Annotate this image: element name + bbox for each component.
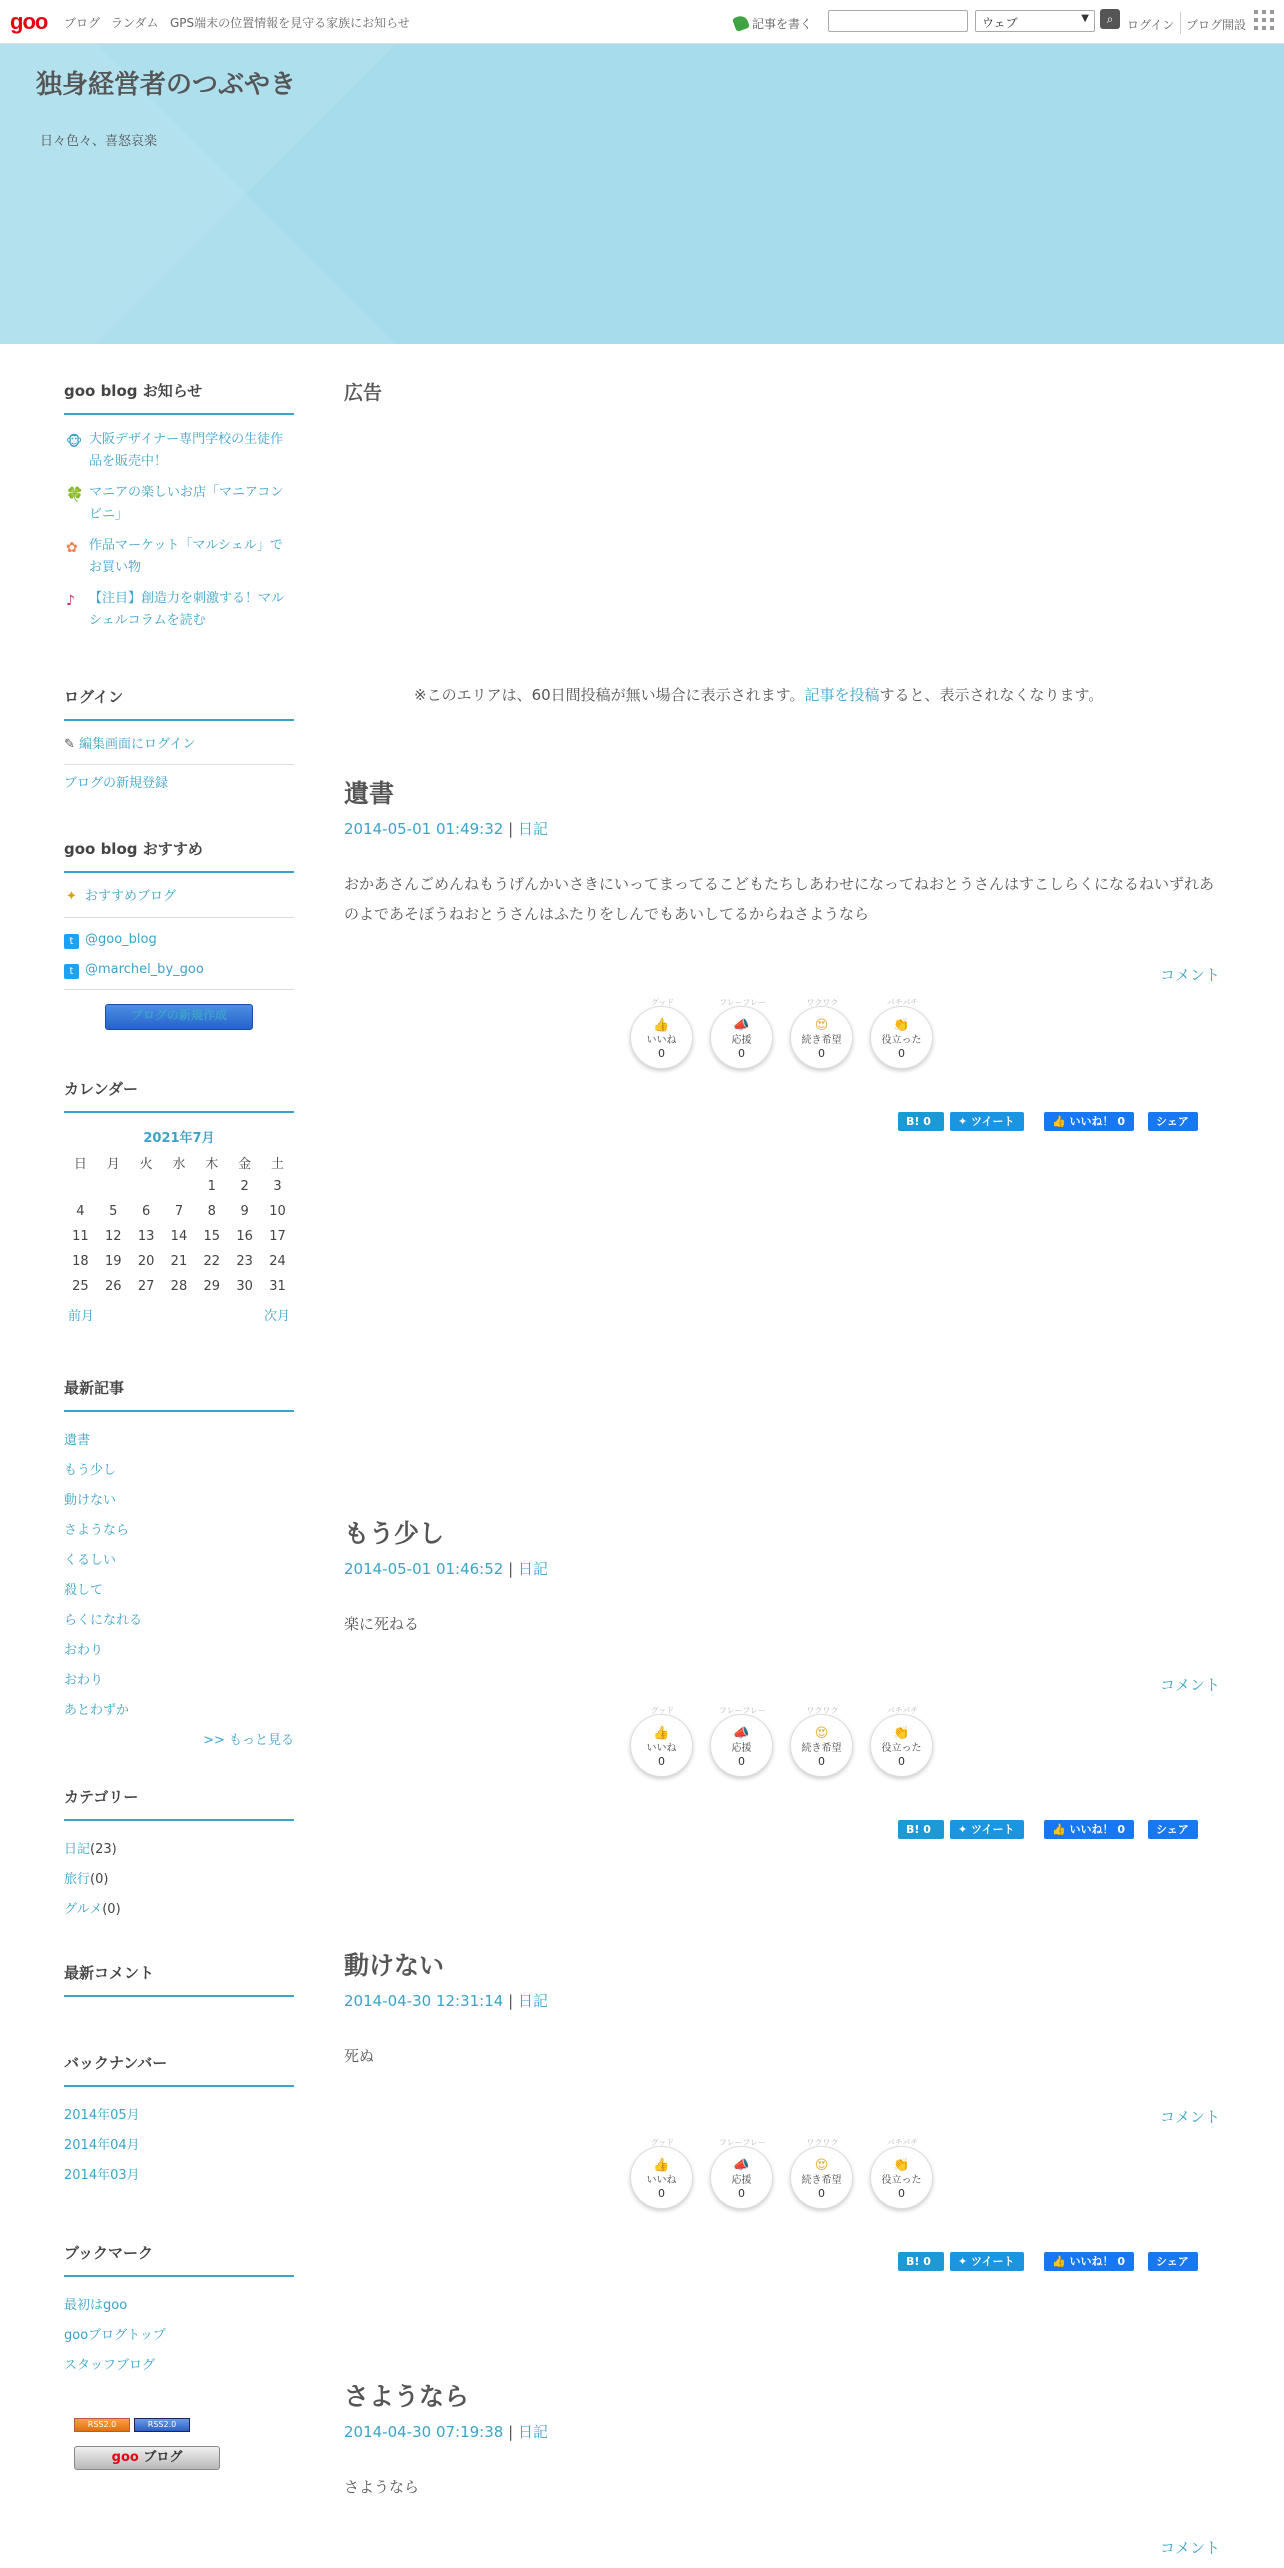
reaction-icon: 👍 [653, 2158, 670, 2173]
backnumber-item[interactable]: 2014年05月 [64, 2108, 140, 2123]
reaction-icon: 📣 [733, 2158, 750, 2173]
entry-meta [344, 1990, 1220, 2011]
recommend-links [64, 887, 294, 1030]
recommend-heading: goo blog おすすめ [64, 838, 294, 873]
search-input[interactable] [828, 10, 968, 32]
category-count: (0) [90, 1872, 109, 1887]
rss-banner[interactable]: RSS2.0 [74, 2418, 130, 2432]
calendar-day: 18 [72, 1254, 89, 1269]
calendar-day: 10 [269, 1204, 286, 1219]
weekday: 火 [139, 1156, 153, 1172]
reaction-count: 0 [658, 2187, 665, 2200]
twitter-icon: t [64, 934, 79, 949]
category-name[interactable]: 旅行 [64, 1872, 91, 1887]
calendar-day: 2 [240, 1179, 249, 1194]
apps-grid-icon[interactable] [1254, 10, 1274, 30]
weekday: 木 [205, 1156, 219, 1172]
reaction-tag: グッド [650, 998, 675, 1007]
calendar-day: 4 [76, 1204, 85, 1219]
calendar-day [64, 1174, 97, 1199]
recent-heading: 最新記事 [64, 1377, 294, 1412]
reaction-button[interactable] [710, 2138, 773, 2209]
tweet-button[interactable] [950, 1820, 1024, 1839]
comment-link[interactable]: コメント [1159, 2108, 1220, 2126]
comment-link[interactable]: コメント [1159, 1676, 1220, 1694]
calendar-day: 5 [109, 1204, 118, 1219]
reaction-count: 0 [738, 1047, 745, 1060]
backnumber-section [64, 2052, 294, 2191]
tweet-label: ツイート [971, 2255, 1015, 2268]
blog-entry [344, 1946, 1220, 2268]
news-heading: goo blog お知らせ [64, 380, 294, 415]
login-link[interactable]: ログイン [1127, 18, 1175, 32]
recent-article-link[interactable]: らくになれる [64, 1613, 143, 1628]
write-article-link[interactable] [734, 15, 812, 32]
search-scope-value: ウェブ [982, 16, 1018, 30]
twitter-marchel-link[interactable] [64, 960, 294, 980]
reaction-tag: パチパチ [886, 1706, 919, 1715]
rss-banner-2[interactable]: RSS2.0 [134, 2418, 190, 2432]
recent-comments-heading: 最新コメント [64, 1962, 294, 1997]
reaction-label: 役立った [881, 1035, 922, 1046]
news-item[interactable] [64, 535, 294, 579]
reaction-buttons [630, 998, 933, 1069]
hatena-bookmark-button[interactable]: B! 0 [898, 1112, 944, 1131]
write-article-label: 記事を書く [752, 17, 813, 31]
entry-title[interactable]: さようなら [344, 2382, 470, 2411]
divider [64, 917, 294, 918]
calendar-week [64, 1274, 294, 1299]
calendar-day: 12 [104, 1229, 122, 1244]
chevron-down-icon: ▼ [1081, 13, 1089, 24]
calendar-day: 14 [170, 1229, 188, 1244]
reaction-button[interactable] [630, 1706, 693, 1777]
comment-link[interactable]: コメント [1159, 2539, 1220, 2557]
reaction-tag: グッド [650, 1706, 675, 1715]
reaction-button[interactable] [790, 2138, 853, 2209]
top-bar [0, 0, 1284, 44]
entry-date[interactable]: 2014-05-01 01:46:52 [344, 1560, 504, 1578]
news-item-label: マニアの楽しいお店「マニアコンビニ」 [89, 485, 284, 522]
category-heading: カテゴリー [64, 1786, 294, 1821]
calendar-nav [64, 1299, 294, 1324]
backnumber-item[interactable]: 2014年03月 [64, 2168, 140, 2183]
calendar-day: 9 [240, 1204, 249, 1219]
recent-article-link[interactable]: おわり [64, 1643, 104, 1658]
blog-title[interactable]: 独身経営者のつぶやき [36, 70, 297, 100]
entry-category-link[interactable]: 日記 [517, 2423, 548, 2441]
thumbs-up-icon: 👍 [1052, 1823, 1070, 1836]
reaction-label: いいね [646, 2175, 677, 2186]
meta-separator: | [508, 1560, 514, 1578]
reaction-icon: 👏 [893, 1018, 910, 1033]
calendar-day: 1 [207, 1179, 216, 1194]
reaction-count: 0 [898, 1755, 905, 1768]
goo-blog-text: ブログ [143, 2450, 183, 2465]
news-item[interactable] [64, 429, 294, 473]
weekday: 水 [172, 1156, 186, 1172]
reaction-label: 続き希望 [801, 1035, 842, 1046]
entry-body: 楽に死ねる [344, 1615, 420, 1633]
reaction-label: 応援 [731, 1743, 752, 1754]
music-note-icon: ♪ [66, 593, 75, 609]
edit-login-link[interactable] [64, 735, 294, 755]
reaction-count: 0 [818, 1047, 825, 1060]
tweet-button[interactable] [950, 2252, 1024, 2271]
facebook-like-label: いいね！ 0 [1069, 1115, 1126, 1128]
reaction-icon: 😍 [814, 1018, 829, 1033]
flower-icon: ✿ [66, 540, 78, 556]
thumbs-up-icon: 👍 [1052, 1115, 1070, 1128]
blog-entry [344, 1514, 1220, 1836]
reaction-icon: 👍 [653, 1018, 670, 1033]
reaction-tag: フレーフレー [719, 998, 766, 1007]
recent-article-link[interactable]: さようなら [64, 1523, 130, 1538]
blog-entry [344, 774, 1220, 1128]
recent-article-link[interactable]: 動けない [64, 1493, 117, 1508]
calendar-day: 24 [269, 1254, 286, 1269]
entry-body: さようなら [344, 2478, 420, 2496]
calendar-day [163, 1174, 196, 1199]
entry-category-link[interactable]: 日記 [517, 1992, 548, 2010]
edit-login-label: 編集画面にログイン [79, 737, 196, 752]
clover-icon: 🍀 [66, 487, 84, 503]
nav-gps-ad[interactable]: GPS端末の位置情報を見守る家族にお知らせ [170, 16, 410, 30]
pencil-icon: ✎ [64, 737, 80, 752]
entry-meta [344, 1558, 1220, 1579]
weekday: 土 [271, 1156, 285, 1172]
entry-title[interactable]: 遺書 [344, 779, 395, 808]
reaction-button[interactable] [710, 1706, 773, 1777]
calendar-day: 16 [236, 1229, 253, 1244]
calendar-day: 17 [269, 1229, 286, 1244]
thumbs-up-icon: 👍 [1052, 2255, 1070, 2268]
news-item-label: 大阪デザイナー専門学校の生徒作品を販売中！ [89, 432, 284, 469]
bulb-icon: ✦ [66, 889, 77, 904]
reaction-icon: 👏 [893, 1726, 910, 1741]
calendar-week [64, 1249, 294, 1274]
reaction-icon: 👍 [653, 1726, 670, 1741]
news-item-label: 作品マーケット「マルシェル」でお買い物 [89, 538, 283, 575]
calendar-day: 23 [236, 1254, 253, 1269]
create-blog-button[interactable]: ブログの新規作成 [105, 1004, 253, 1030]
reaction-label: いいね [646, 1743, 677, 1754]
meta-separator: | [508, 2423, 514, 2441]
recent-section [64, 1377, 294, 1756]
reaction-count: 0 [898, 1047, 905, 1060]
recommend-section [64, 838, 294, 1030]
backnumber-item[interactable]: 2014年04月 [64, 2138, 140, 2153]
reaction-tag: フレーフレー [719, 2138, 766, 2147]
calendar-day: 27 [137, 1279, 155, 1294]
calendar-day: 28 [170, 1279, 188, 1294]
calendar-day: 20 [137, 1254, 155, 1269]
calendar-month[interactable]: 2021年7月 [143, 1131, 215, 1146]
pen-icon [732, 14, 750, 32]
category-item[interactable] [64, 1865, 294, 1895]
news-item[interactable] [64, 588, 294, 632]
share-buttons [898, 1820, 1198, 1839]
search-scope-select[interactable] [975, 10, 1095, 32]
weekday: 金 [238, 1156, 252, 1172]
calendar-day: 30 [236, 1279, 253, 1294]
open-blog-link[interactable]: ブログ開設 [1186, 18, 1247, 32]
calendar-days [64, 1174, 294, 1299]
calendar-section [64, 1078, 294, 1324]
reaction-icon: 👏 [893, 2158, 910, 2173]
reaction-buttons [630, 2138, 933, 2209]
blog-entry [344, 2377, 1220, 2557]
category-name[interactable]: グルメ [64, 1902, 103, 1917]
meta-separator: | [508, 1992, 514, 2010]
tweet-label: ツイート [971, 1823, 1015, 1836]
twitter-bird-icon: ✦ [958, 1115, 972, 1128]
bookmark-heading: ブックマーク [64, 2242, 294, 2277]
facebook-share-button[interactable]: シェア [1148, 2252, 1198, 2271]
reaction-button[interactable] [710, 998, 773, 1069]
news-item-label: 【注目】創造力を刺激する！マルシェルコラムを読む [89, 591, 285, 628]
reaction-button[interactable] [630, 998, 693, 1069]
reaction-button[interactable] [630, 2138, 693, 2209]
share-buttons [898, 1112, 1198, 1131]
facebook-share-button[interactable]: シェア [1148, 1820, 1198, 1839]
reaction-icon: 😍 [814, 2158, 829, 2173]
entry-date[interactable]: 2014-05-01 01:49:32 [344, 820, 504, 838]
meta-separator: | [508, 820, 514, 838]
reaction-button[interactable] [870, 2138, 933, 2209]
bookmark-item[interactable]: スタッフブログ [64, 2358, 156, 2373]
category-item[interactable] [64, 1895, 294, 1925]
reaction-count: 0 [658, 1755, 665, 1768]
reaction-count: 0 [818, 1755, 825, 1768]
recent-article-link[interactable]: あとわずか [64, 1703, 130, 1718]
reaction-tag: パチパチ [886, 2138, 919, 2147]
twitter-marchel-label: @marchel_by_goo [85, 962, 204, 977]
bookmark-item[interactable]: gooブログトップ [64, 2328, 166, 2343]
recent-article-link[interactable]: くるしい [64, 1553, 117, 1568]
calendar-day: 8 [207, 1204, 216, 1219]
reaction-tag: フレーフレー [719, 1706, 766, 1715]
calendar-day [130, 1174, 163, 1199]
entry-category-link[interactable]: 日記 [517, 820, 548, 838]
bookmark-section [64, 2242, 294, 2381]
blog-header [0, 44, 1284, 344]
reaction-icon: 📣 [733, 1018, 750, 1033]
recommend-blog-label: おすすめブログ [84, 889, 177, 904]
reaction-tag: ワクワク [806, 1706, 839, 1715]
twitter-goo-blog-link[interactable] [64, 930, 294, 950]
calendar-day: 15 [203, 1229, 221, 1244]
calendar-day: 31 [269, 1279, 286, 1294]
reaction-tag: グッド [650, 2138, 675, 2147]
share-buttons [898, 2252, 1198, 2271]
entry-body: 死ぬ [344, 2047, 375, 2065]
calendar-prev-link[interactable]: 前月 [68, 1309, 95, 1324]
category-count: (23) [90, 1842, 117, 1857]
weekday: 日 [73, 1156, 87, 1172]
recent-list [64, 1426, 294, 1726]
goo-logo[interactable]: goo [10, 9, 48, 34]
calendar-day: 3 [273, 1179, 282, 1194]
entry-category-link[interactable]: 日記 [517, 1560, 548, 1578]
entry-title[interactable]: 動けない [344, 1951, 445, 1980]
reaction-count: 0 [898, 2187, 905, 2200]
facebook-like-button[interactable] [1044, 2252, 1134, 2271]
reaction-count: 0 [738, 2187, 745, 2200]
reaction-label: 役立った [881, 1743, 922, 1754]
post-article-link[interactable]: 記事を投稿 [804, 686, 880, 704]
calendar-day: 19 [104, 1254, 122, 1269]
reaction-button[interactable] [870, 1706, 933, 1777]
entry-date[interactable]: 2014-04-30 07:19:38 [344, 2423, 504, 2441]
reaction-count: 0 [658, 1047, 665, 1060]
entry-date[interactable]: 2014-04-30 12:31:14 [344, 1992, 504, 2010]
reaction-label: 役立った [881, 2175, 922, 2186]
login-section [64, 686, 294, 794]
calendar-table [64, 1150, 294, 1299]
login-links [64, 735, 294, 794]
comment-link[interactable]: コメント [1159, 966, 1220, 984]
ad-notice [414, 684, 1103, 705]
search-button[interactable] [1100, 9, 1120, 29]
search-icon: ⌕ [1106, 12, 1114, 26]
recent-article-link[interactable]: 殺して [64, 1583, 104, 1598]
calendar-day: 29 [203, 1279, 221, 1294]
reaction-label: 応援 [731, 1035, 752, 1046]
reaction-buttons [630, 1706, 933, 1777]
entry-meta [344, 818, 1220, 839]
calendar-day: 22 [203, 1254, 221, 1269]
register-link[interactable]: ブログの新規登録 [64, 776, 169, 791]
twitter-bird-icon: ✦ [958, 1823, 972, 1836]
reaction-count: 0 [738, 1755, 745, 1768]
ad-notice-text-end: すると、表示されなくなります。 [879, 686, 1104, 704]
calendar-day: 21 [170, 1254, 188, 1269]
category-name[interactable]: 日記 [64, 1842, 91, 1857]
reaction-label: 続き希望 [801, 2175, 842, 2186]
calendar-day: 13 [137, 1229, 155, 1244]
more-link[interactable]: >> もっと見る [203, 1733, 294, 1748]
reaction-button[interactable] [790, 1706, 853, 1777]
tweet-label: ツイート [971, 1115, 1015, 1128]
calendar-week [64, 1174, 294, 1199]
reaction-button[interactable] [870, 998, 933, 1069]
calendar-week [64, 1224, 294, 1249]
facebook-like-label: いいね！ 0 [1069, 1823, 1126, 1836]
calendar-day: 25 [72, 1279, 89, 1294]
monkey-icon: 🐵 [66, 434, 83, 450]
news-list [64, 429, 294, 632]
backnumber-heading: バックナンバー [64, 2052, 294, 2087]
tweet-button[interactable] [950, 1112, 1024, 1131]
reaction-label: 続き希望 [801, 1743, 842, 1754]
calendar-day: 11 [72, 1229, 89, 1244]
twitter-bird-icon: ✦ [958, 2255, 972, 2268]
category-section [64, 1786, 294, 1925]
hatena-bookmark-button[interactable]: B! 0 [898, 2252, 944, 2271]
nav-blog[interactable]: ブログ [64, 16, 101, 30]
goo-logo-text: goo [111, 2450, 139, 2465]
facebook-like-button[interactable] [1044, 1112, 1134, 1131]
reaction-label: いいね [646, 1035, 677, 1046]
facebook-share-button[interactable]: シェア [1148, 1112, 1198, 1131]
reaction-label: 応援 [731, 2175, 752, 2186]
reaction-tag: パチパチ [886, 998, 919, 1007]
recent-comments-section [64, 1962, 294, 2011]
entry-title[interactable]: もう少し [344, 1519, 445, 1548]
divider [64, 989, 294, 990]
bookmark-item[interactable]: 最初はgoo [64, 2298, 128, 2313]
blog-description: 日々色々、喜怒哀楽 [40, 134, 158, 149]
recent-article-link[interactable]: 遺書 [64, 1433, 91, 1448]
reaction-count: 0 [818, 2187, 825, 2200]
news-item[interactable] [64, 482, 294, 526]
recent-article-link[interactable]: もう少し [64, 1463, 117, 1478]
calendar-day: 26 [104, 1279, 122, 1294]
reaction-icon: 😍 [814, 1726, 829, 1741]
calendar-day: 6 [141, 1204, 151, 1219]
nav-random[interactable]: ランダム [111, 16, 159, 30]
category-count: (0) [102, 1902, 121, 1917]
calendar-day [97, 1174, 130, 1199]
calendar-weekdays [64, 1150, 294, 1174]
facebook-like-button[interactable] [1044, 1820, 1134, 1839]
facebook-like-label: いいね！ 0 [1069, 2255, 1126, 2268]
recent-article-link[interactable]: おわり [64, 1673, 104, 1688]
hatena-bookmark-button[interactable]: B! 0 [898, 1820, 944, 1839]
twitter-goo-blog-label: @goo_blog [85, 932, 157, 947]
divider [64, 764, 294, 765]
login-heading: ログイン [64, 686, 294, 721]
calendar-week [64, 1199, 294, 1224]
news-section [64, 380, 294, 641]
topbar-divider [1180, 12, 1181, 34]
weekday: 月 [106, 1156, 120, 1172]
reaction-tag: ワクワク [806, 998, 839, 1007]
calendar-next-link[interactable]: 次月 [263, 1309, 290, 1324]
entry-meta [344, 2421, 1220, 2442]
reaction-tag: ワクワク [806, 2138, 839, 2147]
goo-blog-banner[interactable] [74, 2446, 220, 2470]
reaction-icon: 📣 [733, 1726, 750, 1741]
ad-heading: 広告 [344, 382, 383, 404]
calendar-heading: カレンダー [64, 1078, 294, 1113]
twitter-icon: t [64, 964, 79, 979]
entry-body: おかあさんごめんねもうげんかいさきにいってまってるこどもたちしあわせになってねおとうさんはすこしらくになるねいずれあのよであそぼうねおとうさんはふたりをしんでもあいしてるからねさようなら [344, 875, 1215, 923]
reaction-button[interactable] [790, 998, 853, 1069]
recommend-blog-link[interactable] [64, 887, 294, 907]
calendar-day: 7 [174, 1204, 184, 1219]
category-item[interactable] [64, 1835, 294, 1865]
ad-notice-text: ※このエリアは、60日間投稿が無い場合に表示されます。 [414, 686, 805, 704]
